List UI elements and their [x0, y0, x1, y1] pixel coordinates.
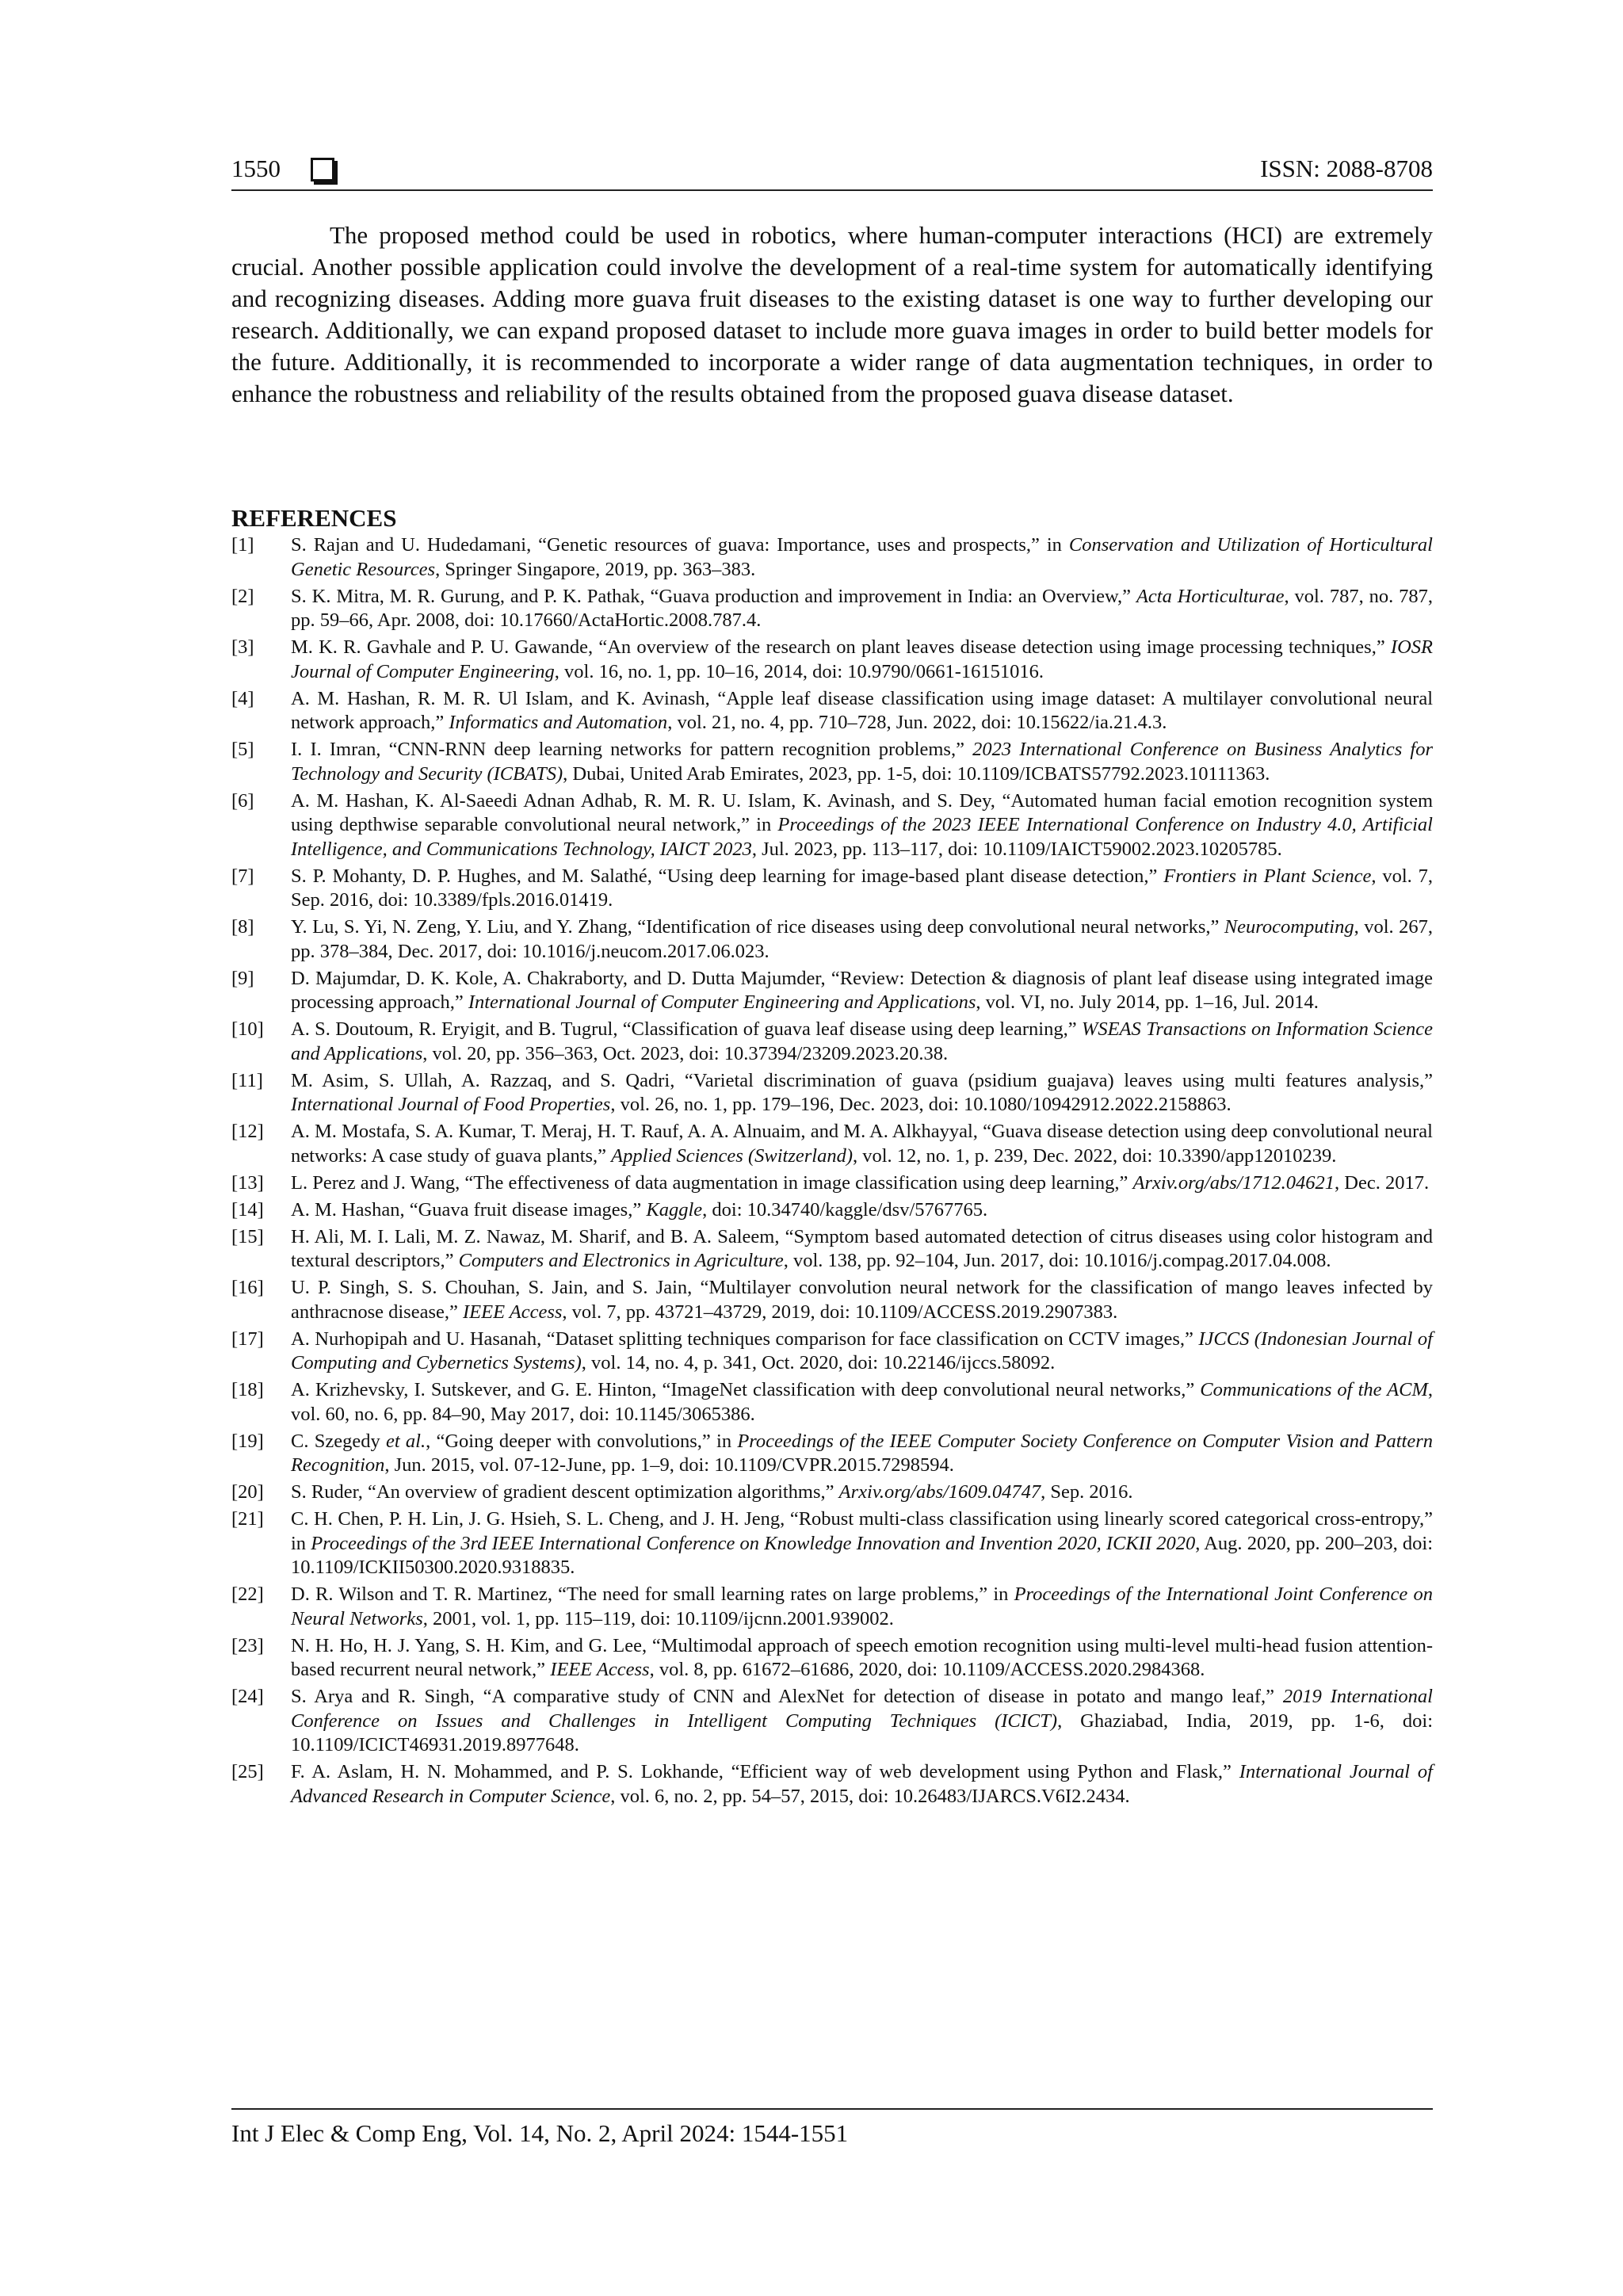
reference-number: [15]: [231, 1225, 264, 1247]
reference-item: [231, 1760, 1433, 1809]
reference-number: [5]: [231, 739, 254, 760]
reference-item: [231, 1120, 1433, 1168]
reference-text-part: , vol. 14, no. 4, p. 341, Oct. 2020, doi: 10.22146/ijccs.58092.: [581, 1352, 1056, 1373]
reference-venue-italic: Proceedings of the IEEE Computer Society Conference on Computer Vision and Pattern Recognition: [291, 1430, 1433, 1476]
reference-item: [231, 1198, 1433, 1223]
reference-text-part: , vol. 16, no. 1, pp. 10–16, 2014, doi: 10.9790/0661-16151016.: [554, 660, 1044, 682]
reference-text-part: , Springer Singapore, 2019, pp. 363–383.: [435, 558, 756, 580]
reference-number: [21]: [231, 1508, 264, 1530]
reference-number: [9]: [231, 967, 254, 989]
conclusion-paragraph: The proposed method could be used in robotics, where human-computer interactions (HCI) are extremely crucial. Another possible application could involve the development of a real-time system for automatically identifying and recognizing diseases. Adding more guava fruit diseases to the existing dataset is one way to further developing our research. Additionally, we can expand proposed dataset to include more guava images in order to build better models for the future. Additionally, it is recommended to incorporate a wider range of data augmentation techniques, in order to enhance the robustness and reliability of the results obtained from the proposed guava disease dataset.: [231, 221, 1433, 407]
reference-text-part: , vol. 60, no. 6, pp. 84–90, May 2017, doi: 10.1145/3065386.: [291, 1379, 1433, 1425]
reference-number: [1]: [231, 534, 254, 556]
reference-text-part: M. Asim, S. Ullah, A. Razzaq, and S. Qadri, “Varietal discrimination of guava (psidium guajava) leaves using multi features analysis,”: [291, 1069, 1433, 1091]
reference-venue-italic: IOSR Journal of Computer Engineering: [291, 636, 1433, 682]
reference-text-part: , Dec. 2017.: [1335, 1171, 1430, 1194]
reference-text-part: H. Ali, M. I. Lali, M. Z. Nawaz, M. Sharif, and B. A. Saleem, “Symptom based automated detection of citrus diseases using color histogram and textural descriptors,”: [291, 1225, 1433, 1271]
reference-text-part: , vol. 7, Sep. 2016, doi: 10.3389/fpls.2016.01419.: [291, 865, 1434, 911]
reference-text: [291, 1276, 1433, 1324]
reference-text-part: S. Ruder, “An overview of gradient descent optimization algorithms,”: [291, 1481, 839, 1503]
reference-text-part: D. R. Wilson and T. R. Martinez, “The need for small learning rates on large problems,” in: [291, 1584, 1014, 1605]
reference-item: [231, 1480, 1433, 1505]
reference-number: [23]: [231, 1634, 264, 1656]
reference-item: [231, 1634, 1433, 1683]
reference-text-part: A. M. Mostafa, S. A. Kumar, T. Meraj, H. T. Rauf, A. A. Alnuaim, and M. A. Alkhayyal, “Guava disease detection using deep convolutional neural networks: A case study of guava plants,”: [291, 1121, 1433, 1167]
reference-text: [291, 1480, 1433, 1505]
reference-venue-italic: Arxiv.org/abs/1609.04747: [838, 1481, 1041, 1503]
reference-text-part: , vol. 21, no. 4, pp. 710–728, Jun. 2022, doi: 10.15622/ia.21.4.3.: [667, 712, 1167, 733]
reference-number: [25]: [231, 1761, 264, 1782]
reference-item: [231, 1378, 1433, 1427]
reference-number: [11]: [231, 1069, 263, 1091]
reference-text-part: A. M. Hashan, K. Al-Saeedi Adnan Adhab, R. M. R. U. Islam, K. Avinash, and S. Dey, “Automated human facial emotion recognition system using depthwise separable convolutional neural network,” in: [291, 789, 1433, 835]
reference-text: [291, 1198, 1433, 1223]
reference-venue-italic: WSEAS Transactions on Information Science and Applications: [291, 1018, 1433, 1064]
reference-text-part: , Ghaziabad, India, 2019, pp. 1-6, doi: 10.1109/ICICT46931.2019.8977648.: [291, 1710, 1434, 1755]
reference-text-part: , 2001, vol. 1, pp. 115–119, doi: 10.1109/ijcnn.2001.939002.: [422, 1607, 894, 1629]
reference-number: [14]: [231, 1198, 264, 1221]
reference-text-part: , vol. 8, pp. 61672–61686, 2020, doi: 10.1109/ACCESS.2020.2984368.: [649, 1659, 1205, 1680]
reference-text-part: , vol. VI, no. July 2014, pp. 1–16, Jul. 2014.: [976, 991, 1319, 1013]
reference-venue-italic: 2023 International Conference on Business Analytics for Technology and Security (ICBATS): [291, 739, 1433, 785]
reference-venue-italic: Informatics and Automation: [449, 712, 668, 733]
reference-item: [231, 1507, 1433, 1580]
reference-number: [24]: [231, 1686, 264, 1707]
reference-text-part: , vol. 26, no. 1, pp. 179–196, Dec. 2023, doi: 10.1080/10942912.2022.2158863.: [610, 1094, 1232, 1115]
reference-venue-italic: International Journal of Computer Engineering and Applications: [468, 991, 976, 1013]
reference-text-part: , Sep. 2016.: [1041, 1481, 1133, 1503]
reference-number: [10]: [231, 1018, 264, 1040]
reference-text: [291, 865, 1433, 913]
reference-text-part: , doi: 10.34740/kaggle/dsv/5767765.: [702, 1198, 988, 1221]
reference-item: [231, 1171, 1433, 1196]
reference-item: [231, 915, 1433, 964]
reference-text-part: , vol. 20, pp. 356–363, Oct. 2023, doi: 10.37394/23209.2023.20.38.: [422, 1042, 949, 1064]
reference-text-part: , vol. 267, pp. 378–384, Dec. 2017, doi: 10.1016/j.neucom.2017.06.023.: [291, 916, 1433, 962]
reference-venue-italic: International Journal of Food Properties: [291, 1094, 611, 1115]
reference-text-part: A. Krizhevsky, I. Sutskever, and G. E. Hinton, “ImageNet classification with deep convolutional neural networks,”: [291, 1379, 1201, 1400]
issn: ISSN: 2088-8708: [1260, 155, 1433, 182]
reference-text-part: A. S. Doutoum, R. Eryigit, and B. Tugrul, “Classification of guava leaf disease using deep learning,”: [291, 1018, 1082, 1040]
reference-item: [231, 1225, 1433, 1274]
reference-item: [231, 1685, 1433, 1758]
reference-text-part: C. H. Chen, P. H. Lin, J. G. Hsieh, S. L. Cheng, and J. H. Jeng, “Robust multi-class classification using linearly scored categorical cross-entropy,” in: [291, 1508, 1433, 1554]
reference-venue-italic: Proceedings of the 3rd IEEE International Conference on Knowledge Innovation and Invention 2020, ICKII 2020: [311, 1532, 1196, 1554]
reference-item: [231, 1018, 1433, 1066]
reference-text-part: C. Szegedy: [291, 1430, 386, 1452]
reference-venue-italic: IJCCS (Indonesian Journal of Computing and Cybernetics Systems): [291, 1328, 1433, 1373]
reference-text-part: M. K. R. Gavhale and P. U. Gawande, “An overview of the research on plant leaves disease detection using image processing techniques,”: [291, 636, 1391, 658]
reference-item: [231, 789, 1433, 862]
running-footer: [231, 2108, 1433, 2149]
reference-item: [231, 967, 1433, 1015]
reference-item: [231, 1276, 1433, 1324]
reference-item: [231, 687, 1433, 735]
reference-venue-italic: Kaggle: [646, 1198, 703, 1221]
reference-text: [291, 915, 1433, 964]
reference-item: [231, 865, 1433, 913]
reference-item: [231, 1069, 1433, 1117]
reference-text-part: L. Perez and J. Wang, “The effectiveness of data augmentation in image classification using deep learning,”: [291, 1171, 1133, 1194]
reference-text-part: Y. Lu, S. Yi, N. Zeng, Y. Liu, and Y. Zhang, “Identification of rice diseases using deep convolutional neural networks,”: [291, 916, 1224, 938]
reference-text: [291, 967, 1433, 1015]
reference-text-part: N. H. Ho, H. J. Yang, S. H. Kim, and G. Lee, “Multimodal approach of speech emotion recognition using multi-level multi-head fusion attention-based recurrent neural network,”: [291, 1634, 1433, 1680]
reference-text: [291, 687, 1433, 735]
reference-text-part: , vol. 6, no. 2, pp. 54–57, 2015, doi: 10.26483/IJARCS.V6I2.2434.: [610, 1785, 1130, 1807]
reference-item: [231, 1430, 1433, 1478]
reference-text: [291, 1583, 1433, 1631]
reference-text-part: , Jul. 2023, pp. 113–117, doi: 10.1109/IAICT59002.2023.10205785.: [751, 838, 1282, 860]
reference-number: [7]: [231, 865, 254, 887]
reference-number: [12]: [231, 1121, 264, 1142]
reference-number: [22]: [231, 1584, 264, 1605]
reference-number: [3]: [231, 636, 254, 658]
reference-text: [291, 1069, 1433, 1117]
reference-venue-italic: Acta Horticulturae: [1136, 585, 1285, 607]
reference-text: [291, 585, 1433, 633]
reference-text-part: , Dubai, United Arab Emirates, 2023, pp. 1-5, doi: 10.1109/ICBATS57792.2023.10111363.: [563, 762, 1270, 785]
reference-text: [291, 1760, 1433, 1809]
reference-number: [2]: [231, 585, 254, 607]
journal-citation: Int J Elec & Comp Eng, Vol. 14, No. 2, April 2024: 1544-1551: [231, 2119, 849, 2147]
reference-venue-italic: Computers and Electronics in Agriculture: [458, 1250, 784, 1271]
reference-text: [291, 789, 1433, 862]
reference-text-part: , vol. 7, pp. 43721–43729, 2019, doi: 10.1109/ACCESS.2019.2907383.: [562, 1301, 1118, 1323]
reference-venue-italic: Proceedings of the 2023 IEEE International Conference on Industry 4.0, Artificial Intelligence, and Communications Technology, IAICT 2023: [291, 814, 1433, 860]
reference-venue-italic: Proceedings of the International Joint Conference on Neural Networks: [291, 1584, 1433, 1629]
reference-venue-italic: et al.: [385, 1430, 426, 1452]
reference-text: [291, 738, 1433, 786]
reference-text: [291, 1018, 1433, 1066]
reference-item: [231, 738, 1433, 786]
reference-number: [20]: [231, 1481, 264, 1503]
reference-venue-italic: 2019 International Conference on Issues and Challenges in Intelligent Computing Techniques (ICICT): [291, 1686, 1433, 1732]
reference-number: [17]: [231, 1328, 264, 1350]
reference-text: [291, 1225, 1433, 1274]
reference-venue-italic: International Journal of Advanced Research in Computer Science: [291, 1761, 1433, 1807]
reference-text-part: F. A. Aslam, H. N. Mohammed, and P. S. Lokhande, “Efficient way of web development using Python and Flask,”: [291, 1761, 1239, 1782]
reference-number: [18]: [231, 1379, 264, 1400]
reference-venue-italic: Conservation and Utilization of Horticultural Genetic Resources: [291, 534, 1433, 580]
page-number: 1550: [231, 155, 281, 182]
reference-item: [231, 1328, 1433, 1376]
reference-number: [19]: [231, 1430, 264, 1452]
reference-text-part: , Jun. 2015, vol. 07-12-June, pp. 1–9, doi: 10.1109/CVPR.2015.7298594.: [384, 1454, 954, 1476]
reference-item: [231, 533, 1433, 582]
reference-venue-italic: IEEE Access: [550, 1659, 650, 1680]
reference-text: [291, 1685, 1433, 1758]
reference-text: [291, 533, 1433, 582]
reference-item: [231, 585, 1433, 633]
reference-number: [16]: [231, 1277, 264, 1298]
reference-text: [291, 1507, 1433, 1580]
reference-text-part: , “Going deeper with convolutions,” in: [426, 1430, 738, 1452]
reference-venue-italic: Arxiv.org/abs/1712.04621: [1132, 1171, 1335, 1194]
references-heading: REFERENCES: [231, 504, 397, 532]
reference-text-part: A. M. Hashan, “Guava fruit disease images,”: [291, 1198, 647, 1221]
reference-text-part: A. M. Hashan, R. M. R. Ul Islam, and K. Avinash, “Apple leaf disease classification using image dataset: A multilayer convolutional neural network approach,”: [291, 687, 1433, 733]
reference-text-part: , Aug. 2020, pp. 200–203, doi: 10.1109/ICKII50300.2020.9318835.: [291, 1532, 1433, 1578]
reference-text-part: , vol. 787, no. 787, pp. 59–66, Apr. 2008, doi: 10.17660/ActaHortic.2008.787.4.: [291, 585, 1433, 631]
reference-venue-italic: IEEE Access: [463, 1301, 563, 1323]
reference-text-part: U. P. Singh, S. S. Chouhan, S. Jain, and S. Jain, “Multilayer convolution neural network for the classification of mango leaves infected by anthracnose disease,”: [291, 1277, 1433, 1323]
reference-text-part: S. Arya and R. Singh, “A comparative study of CNN and AlexNet for detection of disease in potato and mango leaf,”: [291, 1686, 1283, 1707]
running-header: [231, 153, 1433, 191]
reference-text: [291, 1430, 1433, 1478]
reference-text: [291, 1328, 1433, 1376]
reference-text: [291, 1171, 1433, 1196]
reference-text-part: S. Rajan and U. Hudedamani, “Genetic resources of guava: Importance, uses and prospects,” in: [291, 534, 1069, 556]
reference-number: [6]: [231, 789, 254, 812]
reference-venue-italic: Frontiers in Plant Science: [1163, 865, 1372, 887]
references-list: [231, 533, 1433, 1812]
reference-text: [291, 1120, 1433, 1168]
reference-item: [231, 1583, 1433, 1631]
reference-number: [4]: [231, 687, 254, 709]
reference-venue-italic: Communications of the ACM: [1200, 1379, 1428, 1400]
reference-item: [231, 636, 1433, 684]
reference-text-part: D. Majumdar, D. K. Kole, A. Chakraborty, and D. Dutta Majumder, “Review: Detection & diagnosis of plant leaf disease using integrated image processing approach,”: [291, 967, 1433, 1013]
reference-text-part: , vol. 12, no. 1, p. 239, Dec. 2022, doi: 10.3390/app12010239.: [853, 1144, 1337, 1167]
reference-number: [8]: [231, 916, 254, 938]
header-left: [231, 153, 334, 185]
reference-number: [13]: [231, 1171, 264, 1194]
reference-text: [291, 636, 1433, 684]
reference-text: [291, 1378, 1433, 1427]
reference-venue-italic: Applied Sciences (Switzerland): [611, 1144, 853, 1167]
reference-text-part: , vol. 138, pp. 92–104, Jun. 2017, doi: 10.1016/j.compag.2017.04.008.: [783, 1250, 1331, 1271]
reference-venue-italic: Neurocomputing: [1224, 916, 1354, 938]
box-bullet-icon: [311, 158, 334, 181]
reference-text-part: S. K. Mitra, M. R. Gurung, and P. K. Pathak, “Guava production and improvement in India: an Overview,”: [291, 585, 1136, 607]
reference-text-part: A. Nurhopipah and U. Hasanah, “Dataset splitting techniques comparison for face classification on CCTV images,”: [291, 1328, 1199, 1350]
reference-text-part: I. I. Imran, “CNN-RNN deep learning networks for pattern recognition problems,”: [291, 739, 973, 760]
reference-text: [291, 1634, 1433, 1683]
reference-text-part: S. P. Mohanty, D. P. Hughes, and M. Salathé, “Using deep learning for image-based plant disease detection,”: [291, 865, 1164, 887]
